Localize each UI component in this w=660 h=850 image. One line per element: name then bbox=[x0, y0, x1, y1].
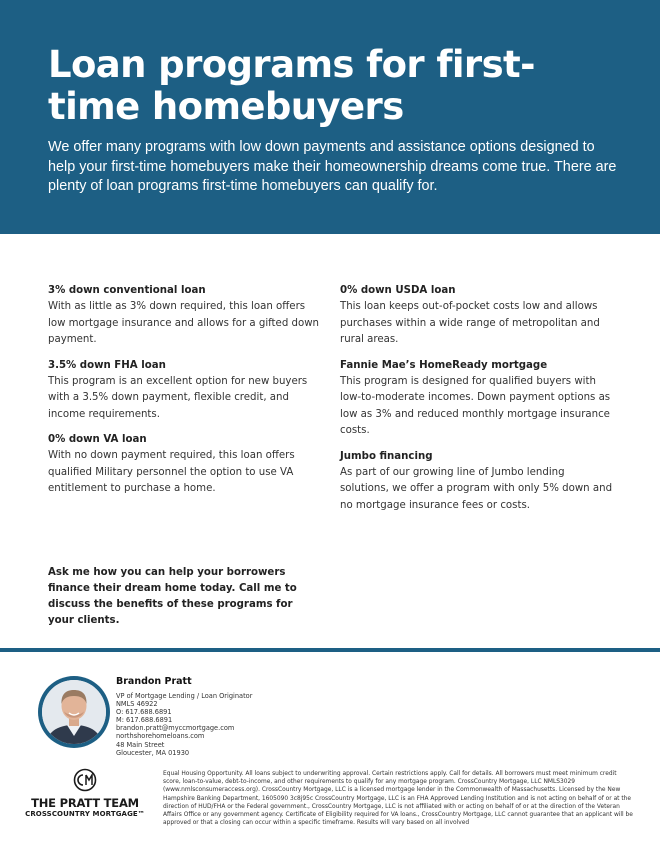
team-name: THE PRATT TEAM bbox=[31, 796, 139, 810]
program-body: This program is designed for qualified buyers with low-to-moderate incomes. Down payment options as low as 3% and reduced monthly mortgage insurance costs. bbox=[340, 375, 611, 436]
agent-website-link[interactable]: northshorehomeloans.com bbox=[116, 732, 205, 741]
agent-contact bbox=[116, 676, 416, 757]
program-item bbox=[340, 450, 615, 515]
page-title: Loan programs for first-time homebuyers bbox=[48, 43, 535, 128]
agent-nmls: NMLS 46922 bbox=[116, 700, 158, 709]
program-title: Fannie Mae’s HomeReady mortgage bbox=[340, 359, 548, 371]
company-logo bbox=[20, 768, 150, 818]
agent-address-city: Gloucester, MA 01930 bbox=[116, 748, 190, 757]
legal-disclaimer: Equal Housing Opportunity. All loans subject to underwriting approval. Certain restrictions apply. Call for details. All borrowers must meet minimum credit score, loan-to-value, debt-to-income, and other requirements to qualify for any mortgage program. CrossCountry Mortgage, LLC NMLS3029 (www.nmlsconsumeraccess.org). CrossCountry Mortgage, LLC is a licensed mortgage lender in the Commonwealth of Massachusetts. Licensed by the New Hampshire Banking Department, 1605090 3c8j95c CrossCountry Mortgage, LLC is an FHA Approved Lending Institution and is not acting on behalf of or at the direction of HUD/FHA or the Federal government., CrossCountry Mortgage, LLC is not affiliated with or acting on behalf of or at the direction of the Veteran Affairs Office or any government agency. Certificate of Eligibility required for VA loans., CrossCountry Mortgage, LLC cannot guarantee that an applicant will be approved or that a closing can occur within a specific timeframe. Results will vary based on all involved bbox=[163, 771, 633, 827]
program-body: This loan keeps out-of-pocket costs low and allows purchases within a wide range of metropolitan and rural areas. bbox=[340, 301, 600, 345]
agent-name: Brandon Pratt bbox=[116, 676, 192, 687]
agent-mobile-phone[interactable]: M: 617.688.6891 bbox=[116, 716, 173, 725]
crosscountry-logo-icon bbox=[72, 768, 98, 792]
call-to-action: Ask me how you can help your borrowers finance their dream home today. Call me to discuss the benefits of these programs for your clients. bbox=[48, 567, 297, 626]
agent-card bbox=[38, 676, 638, 761]
hero-intro: We offer many programs with low down payments and assistance options designed to help your first-time homebuyers make their homeownership dreams come true. There are plenty of loan programs first-time homebuyers can qualify for. bbox=[48, 139, 617, 194]
program-body: This program is an excellent option for new buyers with a 3.5% down payment, flexible credit, and income requirements. bbox=[48, 375, 308, 420]
company-name: CROSSCOUNTRY MORTGAGE™ bbox=[25, 810, 145, 818]
hero-banner bbox=[0, 0, 660, 234]
programs-left-column bbox=[48, 284, 323, 508]
program-item bbox=[48, 359, 323, 424]
program-item bbox=[340, 359, 615, 440]
program-title: 3% down conventional loan bbox=[48, 285, 206, 296]
footer-divider bbox=[0, 648, 660, 652]
program-title: 0% down USDA loan bbox=[340, 285, 456, 296]
program-title: 3.5% down FHA loan bbox=[48, 359, 166, 371]
program-title: Jumbo financing bbox=[340, 450, 433, 462]
program-item bbox=[48, 284, 323, 349]
program-title: 0% down VA loan bbox=[48, 434, 147, 445]
program-item bbox=[48, 433, 323, 498]
programs-right-column bbox=[340, 284, 615, 524]
agent-office-phone[interactable]: O: 617.688.6891 bbox=[116, 708, 172, 717]
agent-email-link[interactable]: brandon.pratt@myccmortgage.com bbox=[116, 724, 235, 733]
program-body: With no down payment required, this loan offers qualified Military personnel the option to use VA entitlement to purchase a home. bbox=[48, 450, 295, 494]
avatar bbox=[38, 676, 110, 748]
agent-address-street: 48 Main Street bbox=[116, 740, 165, 749]
agent-photo bbox=[42, 680, 106, 744]
program-item bbox=[340, 284, 615, 349]
program-body: With as little as 3% down required, this loan offers low mortgage insurance and allows for a gifted down payment. bbox=[48, 301, 320, 345]
agent-title: VP of Mortgage Lending / Loan Originator bbox=[116, 692, 253, 700]
program-body: As part of our growing line of Jumbo lending solutions, we offer a program with only 5% down and no mortgage insurance fees or costs. bbox=[340, 466, 613, 511]
